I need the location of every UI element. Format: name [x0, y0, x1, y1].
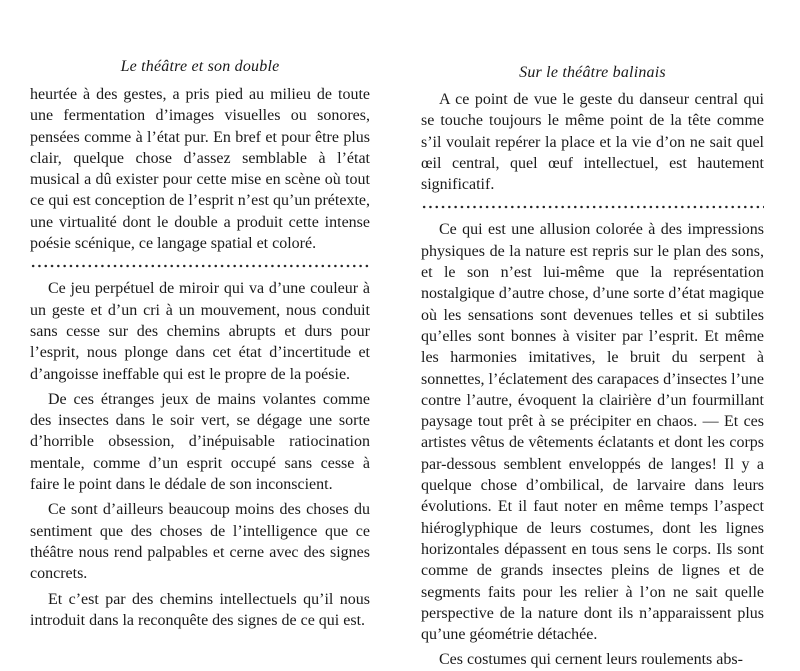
paragraph: Ce sont d’ailleurs beaucoup moins des choses du sentiment que des choses de l’intelligence que ce théâtre nous rend palpables et cerne avec des signes concrets. [30, 501, 370, 583]
paragraph: De ces étranges jeux de mains volantes comme des insectes dans le soir vert, se dégage une sorte d’horrible obsession, d’inépuisable ratiocination mentale, comme d’un esprit occupé sans cesse à faire le point dans le dédale de son inconscient. [30, 390, 370, 494]
paragraph: Et c’est par des chemins intellectuels qu’il nous introduit dans la reconquête des signes de ce qui est. [30, 590, 370, 629]
paragraph: Ce jeu perpétuel de miroir qui va d’une couleur à un geste et d’un cri à un mouvement, nous conduit sans cesse sur des chemins abrupts et durs pour l’esprit, nous plonge dans cet état d’incertitude et d’angoisse ineffable qui est le propre de la poésie. [30, 280, 370, 383]
running-head: Le théâtre et son double [120, 58, 280, 75]
page-body [421, 89, 764, 671]
paragraph: Ce qui est une allusion colorée à des impressions physiques de la nature est repris sur le plan des sons, et le son n’est lui-même que la représentation nostalgique d’autre chose, d’une sorte d’état magique où les sensations sont devenues telles et si subtiles qu’elles sont bonnes à visiter par l’esprit. Et même les harmonies imitatives, le bruit du serpent à sonnettes, l’éclatement des carapaces d’insectes l’une contre l’autre, évoquent la clairière d’un fourmillant paysage tout prêt à se précipiter en chaos. — Et ces artistes vêtus de vêtements éclatants et dont les corps par-dessous semblent enveloppés de langes! Il y a quelque chose d’ombilical, de larvaire dans leurs évolutions. Et il faut noter en même temps l’aspect hiéroglyphique de leurs costumes, dont les lignes horizontales dépassent en tous sens le corps. Ils sont comme de grands insectes pleins de lignes et de segments faits pour les relier à l’on ne sait quelle perspective de la nature dont ils n’apparaissent plus qu’une géométrie détachée. [421, 221, 764, 644]
paragraph: A ce point de vue le geste du danseur central qui se touche toujours le même point de la tête comme s’il voulait repérer la place et la vie d’on ne sait quel œil central, quel œuf intellectuel, est hautement significatif. [421, 91, 764, 194]
dotted-separator [421, 199, 764, 213]
dotted-separator [30, 258, 370, 272]
paragraph: Ces costumes qui cernent leurs roulements abs- [439, 651, 743, 669]
paragraph: heurtée à des gestes, a pris pied au milieu de toute une fermentation d’images visuelles ou sonores, pensées comme à l’état pur. En bref et pour être plus clair, quelque chose d’assez semblable à l’état musical a dû exister pour cette mise en scène où tout ce qui est conception de l’esprit n’est qu’un prétexte, une virtualité dont le double a produit cette intense poésie scénique, ce langage spatial et coloré. [30, 86, 370, 253]
running-head: Sur le théâtre balinais [519, 64, 666, 81]
page-body [30, 84, 370, 631]
